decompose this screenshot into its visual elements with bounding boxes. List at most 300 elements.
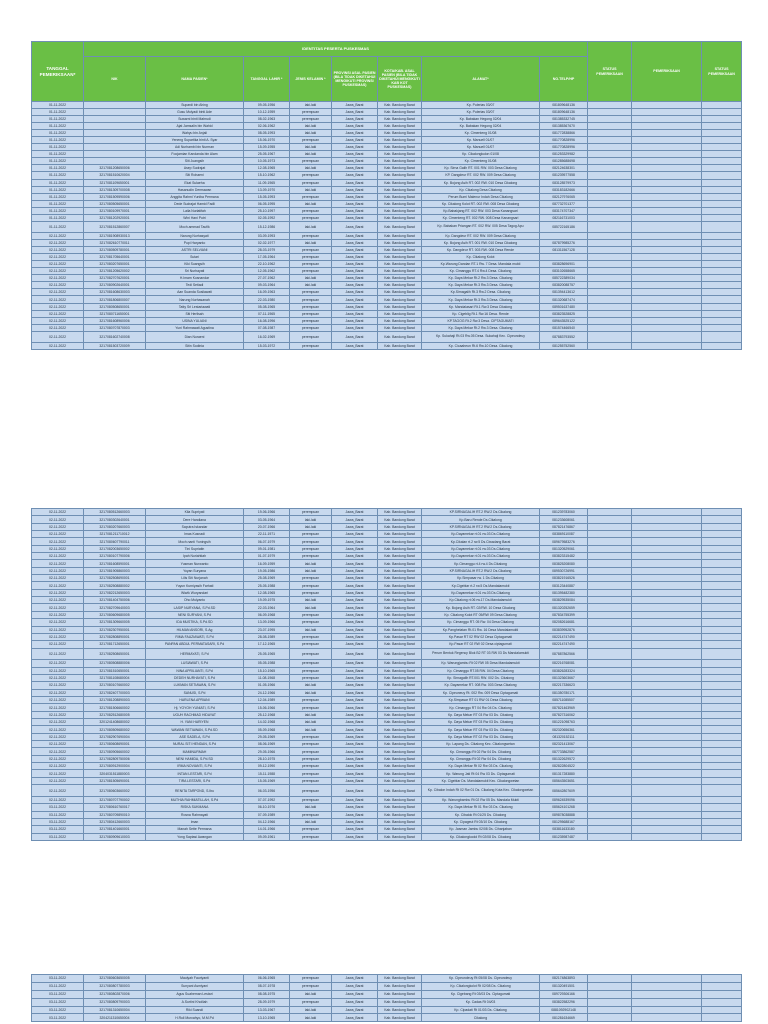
patient-table-block-2 [31, 508, 742, 841]
table-row [32, 982, 742, 990]
cell-provinsi: Jawa_Barat [332, 538, 378, 545]
cell-provinsi: Jawa_Barat [332, 726, 378, 733]
cell-kota: Kab. Bandung Barat [378, 545, 422, 552]
cell-telp: 083828696901 [540, 261, 588, 268]
cell-empty [702, 748, 742, 755]
cell-kota: Kab. Bandung Barat [378, 303, 422, 310]
cell-telp: 082216768081 [540, 660, 588, 667]
table-row [32, 575, 742, 582]
cell-tanggal: 01-11-2022 [32, 165, 84, 172]
cell-alamat: Kp. Cimenteng RT. 002 RW. 008 Desa Kanangsari [422, 214, 540, 221]
cell-empty [632, 674, 702, 681]
cell-empty [588, 151, 632, 158]
cell-tgl-lahir: 06-09-1968 [244, 611, 290, 618]
cell-empty [702, 589, 742, 596]
cell-nama: Yoyan Suryana [146, 567, 244, 574]
cell-nik: 3217081602740008 [84, 331, 146, 342]
cell-tanggal: 02-11-2022 [32, 748, 84, 755]
cell-provinsi: Jawa_Barat [332, 268, 378, 275]
cell-kota: Kab. Bandung Barat [378, 1014, 422, 1022]
cell-jenis-kelamin: perempuan [290, 233, 332, 240]
cell-telp: 085722389034 [540, 275, 588, 282]
cell-nik: 3217080509780001 [84, 247, 146, 254]
cell-provinsi: Jawa_Barat [332, 214, 378, 221]
cell-nik: 3217081310650004 [84, 1006, 146, 1014]
cell-alamat: Kp. Cikalong Kolot RT. 002 RW. 008 Desa Cikalong [422, 200, 540, 207]
cell-tgl-lahir: 28-09-1979 [244, 998, 290, 1006]
cell-telp: 083825208080 [540, 560, 588, 567]
cell-kota: Kab. Bandung Barat [378, 123, 422, 130]
cell-jenis-kelamin: perempuan [290, 704, 332, 711]
cell-kota: Kab. Bandung Barat [378, 975, 422, 983]
cell-empty [632, 516, 702, 523]
cell-empty [632, 660, 702, 667]
cell-tgl-lahir: 03-09-1993 [244, 233, 290, 240]
cell-empty [632, 811, 702, 818]
cell-alamat: Kp.Pasar RT 02 RW 02 Desa ciptagumati [422, 641, 540, 648]
cell-kota: Kab. Bandung Barat [378, 748, 422, 755]
cell-empty [702, 193, 742, 200]
cell-empty [588, 254, 632, 261]
cell-kota: Kab. Bandung Barat [378, 575, 422, 582]
cell-alamat: Perum Bentuk Regency Blok B2 RT 03 RW 03 Ds Mandalamukti [422, 648, 540, 660]
table-row [32, 811, 742, 818]
cell-nama: DEDEH NURHAYATI, S.Pd [146, 674, 244, 681]
cell-jenis-kelamin: perempuan [290, 733, 332, 740]
cell-jenis-kelamin: perempuan [290, 648, 332, 660]
cell-empty [632, 207, 702, 214]
cell-empty [632, 733, 702, 740]
cell-jenis-kelamin: perempuan [290, 207, 332, 214]
cell-alamat: KP.SIRNAGALIH RT.2 RW.2 Ds.Cikalong [422, 523, 540, 530]
cell-nama: Siti Rohaeni [146, 172, 244, 179]
cell-jenis-kelamin: perempuan [290, 317, 332, 324]
cell-nama: Manah Sette Permana [146, 826, 244, 833]
cell-jenis-kelamin: perempuan [290, 785, 332, 797]
cell-empty [702, 1006, 742, 1014]
cell-telp: 085722165186 [540, 221, 588, 232]
cell-nik: 3217082809750006 [84, 755, 146, 762]
cell-tgl-lahir: 29-05-1966 [244, 748, 290, 755]
cell-jenis-kelamin: laki-laki [290, 123, 332, 130]
cell-empty [632, 582, 702, 589]
cell-empty [632, 633, 702, 640]
cell-jenis-kelamin: laki-laki [290, 818, 332, 825]
cell-kota: Kab. Bandung Barat [378, 553, 422, 560]
cell-empty [588, 733, 632, 740]
cell-nik: 3217081705640001 [84, 254, 146, 261]
cell-empty [702, 317, 742, 324]
cell-tanggal: 02-11-2022 [32, 296, 84, 303]
cell-nama: Kiki Suangsih [146, 261, 244, 268]
cell-tgl-lahir: 15-11-1988 [244, 770, 290, 777]
cell-alamat: Kp. Dangdeur RT. 003 RW. 008 Desa Rende [422, 247, 540, 254]
cell-alamat: Kp.Cikalan rt.2 rw.5 Ds.Ciwadang Barat [422, 538, 540, 545]
cell-empty [588, 116, 632, 123]
cell-alamat: Kp. Sirna Galih RT. 001 RW. 003 Desa Cikalong [422, 165, 540, 172]
cell-empty [588, 777, 632, 784]
cell-tanggal: 02-11-2022 [32, 604, 84, 611]
cell-jenis-kelamin: laki-laki [290, 275, 332, 282]
cell-tanggal: 02-11-2022 [32, 509, 84, 516]
table-row [32, 674, 742, 681]
cell-kota: Kab. Bandung Barat [378, 221, 422, 232]
cell-empty [632, 303, 702, 310]
cell-jenis-kelamin: perempuan [290, 611, 332, 618]
cell-provinsi: Jawa_Barat [332, 733, 378, 740]
cell-nik: 3217080412660003 [84, 818, 146, 825]
cell-alamat: Kp. Daya Mekar RT 03 Rw 03 Ds. Cikalong [422, 719, 540, 726]
cell-empty [702, 682, 742, 689]
cell-empty [702, 689, 742, 696]
cell-jenis-kelamin: laki-laki [290, 719, 332, 726]
cell-provinsi: Jawa_Barat [332, 763, 378, 770]
cell-tgl-lahir: 25-12-1968 [244, 711, 290, 718]
col-header-tanggal: TANGGAL PEMERIKSAAN* [32, 42, 84, 102]
cell-nik: 3217082808890001 [84, 633, 146, 640]
cell-empty [632, 619, 702, 626]
cell-telp [540, 254, 588, 261]
table-row [32, 660, 742, 667]
cell-tgl-lahir: 11-08-1968 [244, 674, 290, 681]
table-row [32, 741, 742, 748]
cell-provinsi: Jawa_Barat [332, 818, 378, 825]
cell-nik: 3217082508690001 [84, 575, 146, 582]
cell-nik: 3217081506660002 [84, 704, 146, 711]
cell-nama: Dede Sudrajat Hamid Fadli [146, 200, 244, 207]
cell-tanggal: 02-11-2022 [32, 755, 84, 762]
cell-nik: 3217080107790006 [84, 553, 146, 560]
cell-provinsi: Jawa_Barat [332, 193, 378, 200]
col-header-telp: NO.TELP/HP [540, 57, 588, 102]
cell-empty [632, 689, 702, 696]
cell-empty [632, 137, 702, 144]
cell-tanggal: 02-11-2022 [32, 538, 84, 545]
cell-tgl-lahir: 07-07-1992 [244, 796, 290, 803]
table-row [32, 770, 742, 777]
cell-empty [632, 200, 702, 207]
cell-empty [632, 342, 702, 349]
cell-jenis-kelamin: perempuan [290, 811, 332, 818]
cell-alamat: Kp. Lapang Ds. Cikalong Kec. Cikalongwetan [422, 741, 540, 748]
cell-provinsi: Jawa_Barat [332, 741, 378, 748]
cell-alamat: Kp. Sirnagalih RT.001 RW. 002 Ds. Cikalong [422, 674, 540, 681]
cell-telp: 081395482380 [540, 589, 588, 596]
cell-tgl-lahir: 15-06-1966 [244, 704, 290, 711]
cell-provinsi: Jawa_Barat [332, 186, 378, 193]
cell-jenis-kelamin: perempuan [290, 310, 332, 317]
cell-tanggal: 02-11-2022 [32, 310, 84, 317]
cell-kota: Kab. Bandung Barat [378, 342, 422, 349]
table-row [32, 589, 742, 596]
cell-empty [702, 833, 742, 840]
cell-telp: 083839952876 [540, 626, 588, 633]
cell-tgl-lahir: 24-12-1966 [244, 689, 290, 696]
cell-telp: 081574466540 [540, 324, 588, 331]
cell-jenis-kelamin: laki-laki [290, 523, 332, 530]
cell-empty [632, 575, 702, 582]
cell-jenis-kelamin: perempuan [290, 179, 332, 186]
cell-tgl-lahir: 17-12-1965 [244, 641, 290, 648]
cell-kota: Kab. Bandung Barat [378, 826, 422, 833]
cell-jenis-kelamin: perempuan [290, 331, 332, 342]
cell-tanggal: 03-11-2022 [32, 998, 84, 1006]
cell-kota: Kab. Bandung Barat [378, 531, 422, 538]
cell-nama: Siti Herlisah [146, 310, 244, 317]
cell-alamat: Kp. Cikalong Desa Cikalong [422, 186, 540, 193]
cell-tgl-lahir: 25-08-1969 [244, 575, 290, 582]
cell-jenis-kelamin: perempuan [290, 777, 332, 784]
table-row [32, 186, 742, 193]
col-header-jenis-kelamin: JENIS KELAMIN * [290, 57, 332, 102]
cell-tanggal: 02-11-2022 [32, 689, 84, 696]
cell-kota: Kab. Bandung Barat [378, 317, 422, 324]
cell-empty [702, 233, 742, 240]
cell-provinsi: Jawa_Barat [332, 704, 378, 711]
cell-kota: Kab. Bandung Barat [378, 982, 422, 990]
table-row [32, 689, 742, 696]
cell-tanggal: 01-11-2022 [32, 130, 84, 137]
cell-empty [632, 523, 702, 530]
cell-provinsi: Jawa_Barat [332, 785, 378, 797]
cell-jenis-kelamin: perempuan [290, 982, 332, 990]
cell-empty [632, 214, 702, 221]
cell-empty [632, 130, 702, 137]
cell-kota: Kab. Bandung Barat [378, 633, 422, 640]
cell-tgl-lahir: 19-05-1986 [244, 567, 290, 574]
cell-nama: ASE SADELA, S.Pd [146, 733, 244, 740]
cell-nik: 3217081505690001 [84, 777, 146, 784]
cell-nik: 3217080505650001 [84, 200, 146, 207]
cell-tgl-lahir: 15-10-1962 [244, 172, 290, 179]
cell-empty [702, 597, 742, 604]
cell-empty [632, 763, 702, 770]
cell-alamat: Kp. Cadas Rt 04/03 [422, 998, 540, 1006]
table-row [32, 240, 742, 247]
cell-telp: 083128579973 [540, 179, 588, 186]
cell-alamat: Kp. Daya Mekar Rt 01 Rw 03 Ds. Cikalong [422, 804, 540, 811]
cell-empty [632, 741, 702, 748]
cell-alamat: Kp.Warung Dandan RT.1 Rw. 7 Desa. Mandala mukti [422, 261, 540, 268]
cell-empty [702, 109, 742, 116]
cell-empty [702, 998, 742, 1006]
cell-telp: 083811633180 [540, 826, 588, 833]
cell-telp: 089878038888 [540, 811, 588, 818]
cell-tanggal: 03-11-2022 [32, 990, 84, 998]
table-row [32, 109, 742, 116]
cell-telp: 081320252659 [540, 604, 588, 611]
cell-alamat: Kp.Sirnagalih Rt.3 Rw.2 Desa. Cikalong [422, 289, 540, 296]
cell-provinsi: Jawa_Barat [332, 648, 378, 660]
cell-empty [632, 275, 702, 282]
cell-jenis-kelamin: laki-laki [290, 804, 332, 811]
cell-kota: Kab. Bandung Barat [378, 770, 422, 777]
cell-provinsi: Jawa_Barat [332, 689, 378, 696]
cell-empty [588, 207, 632, 214]
cell-jenis-kelamin: perempuan [290, 660, 332, 667]
cell-tgl-lahir: 15-03-1972 [244, 342, 290, 349]
cell-jenis-kelamin: laki-laki [290, 516, 332, 523]
cell-empty [632, 833, 702, 840]
cell-tanggal: 01-11-2022 [32, 137, 84, 144]
cell-empty [588, 233, 632, 240]
cell-kota: Kab. Bandung Barat [378, 261, 422, 268]
cell-nik: 3217080509680002 [84, 726, 146, 733]
cell-tanggal: 02-11-2022 [32, 523, 84, 530]
cell-empty [702, 982, 742, 990]
cell-empty [632, 240, 702, 247]
cell-telp: 085643503651 [540, 777, 588, 784]
cell-telp: 083826283324 [540, 667, 588, 674]
cell-provinsi: Jawa_Barat [332, 796, 378, 803]
cell-provinsi: Jawa_Barat [332, 777, 378, 784]
cell-alamat: Kp. Cimanggu RT.05 RW. 04 Desa Cikalong [422, 667, 540, 674]
cell-nama: Laila Nurlatifah [146, 207, 244, 214]
cell-nik: 3217080912900004 [84, 763, 146, 770]
cell-nik: 3217081509590006 [84, 193, 146, 200]
table-row [32, 726, 742, 733]
cell-telp: 083821916526 [540, 575, 588, 582]
cell-nama: Anggita Rahmi Yuniba Permana [146, 193, 244, 200]
cell-empty [702, 207, 742, 214]
cell-alamat: Kp. Cipadati Rt 01/03 Ds. Cikalong [422, 1006, 540, 1014]
cell-empty [588, 275, 632, 282]
cell-tgl-lahir: 12-04-1989 [244, 697, 290, 704]
cell-kota: Kab. Bandung Barat [378, 697, 422, 704]
cell-empty [632, 331, 702, 342]
cell-nama: Ipah Nuriahtiah [146, 553, 244, 560]
cell-empty [702, 990, 742, 998]
table-row [32, 804, 742, 811]
cell-empty [632, 151, 702, 158]
cell-nama: Foojamian Kandanda bin Alam [146, 151, 244, 158]
table-row [32, 172, 742, 179]
cell-nik: 3217081109650001 [84, 179, 146, 186]
col-header-alamat: ALAMAT* [422, 57, 540, 102]
cell-empty [702, 733, 742, 740]
cell-telp: 089643525122 [540, 317, 588, 324]
cell-telp: 081385332745 [540, 116, 588, 123]
cell-provinsi: Jawa_Barat [332, 553, 378, 560]
cell-nama: IRMA NOVIANTI, S.Pd [146, 763, 244, 770]
cell-empty [632, 144, 702, 151]
cell-empty [588, 296, 632, 303]
cell-kota: Kab. Bandung Barat [378, 509, 422, 516]
col-header-provinsi: PROVINSI ASAL PASIEN (BILA TIDAK DIKETAHUI MENGIKUTI PROVINSI PUSKESMAS) [332, 57, 378, 102]
cell-tgl-lahir: 05-09-1968 [244, 726, 290, 733]
cell-tgl-lahir: 05-05-1988 [244, 660, 290, 667]
cell-kota: Kab. Bandung Barat [378, 254, 422, 261]
cell-empty [702, 165, 742, 172]
cell-jenis-kelamin: perempuan [290, 214, 332, 221]
cell-jenis-kelamin: perempuan [290, 975, 332, 983]
cell-tanggal: 02-11-2022 [32, 641, 84, 648]
cell-provinsi: Jawa_Barat [332, 633, 378, 640]
cell-telp: 081255752560 [540, 342, 588, 349]
table-row [32, 151, 742, 158]
cell-telp: 081239577558 [540, 172, 588, 179]
cell-nik: 3217080512660003 [84, 509, 146, 516]
cell-tanggal: 02-11-2022 [32, 567, 84, 574]
cell-alamat: Kp. Daya Mekar Rt 02 Rw 03 Ds. Cikalong [422, 763, 540, 770]
cell-empty [588, 611, 632, 618]
cell-kota: Kab. Bandung Barat [378, 726, 422, 733]
cell-tgl-lahir: 08-02-1963 [244, 116, 290, 123]
cell-empty [632, 567, 702, 574]
table-row [32, 796, 742, 803]
cell-empty [588, 317, 632, 324]
table-row [32, 158, 742, 165]
cell-provinsi: Jawa_Barat [332, 144, 378, 151]
cell-empty [702, 342, 742, 349]
cell-empty [702, 567, 742, 574]
cell-nik: 3217081108680004 [84, 674, 146, 681]
cell-alamat: Kp. Jasman Jambu 02/08 Ds. Cihanjaban [422, 826, 540, 833]
cell-nik: 3217082709640003 [84, 604, 146, 611]
cell-empty [632, 667, 702, 674]
cell-tgl-lahir: 08-05-1993 [244, 130, 290, 137]
cell-kota: Kab. Bandung Barat [378, 833, 422, 840]
table-row [32, 200, 742, 207]
cell-tgl-lahir: 15-05-1993 [244, 193, 290, 200]
cell-telp: 089530726991 [540, 567, 588, 574]
cell-nik [84, 144, 146, 151]
table-body [32, 509, 742, 841]
cell-empty [588, 648, 632, 660]
cell-tgl-lahir: 12-08-1965 [244, 165, 290, 172]
cell-empty [588, 763, 632, 770]
cell-tgl-lahir: 16-09-1963 [244, 289, 290, 296]
cell-alamat: Kp.Cikalong rt.06 rw.17 Ds.Mandalamukti [422, 597, 540, 604]
cell-telp: 083123440887 [540, 582, 588, 589]
cell-provinsi: Jawa_Barat [332, 342, 378, 349]
cell-alamat: Kp. Daya Mekar RT 03 Rw 03 Ds. Cikalong [422, 726, 540, 733]
cell-alamat: Kp. Sukahaji Rt.03 Rw.05 Desa. Sukahaji Kec. Cipeundeuy [422, 331, 540, 342]
cell-tanggal: 02-11-2022 [32, 611, 84, 618]
cell-empty [702, 719, 742, 726]
cell-nik: 3217080109970001 [84, 207, 146, 214]
cell-tgl-lahir: 09-01-1981 [244, 545, 290, 552]
cell-tgl-lahir: 10-12-1959 [244, 109, 290, 116]
col-header-pemeriksaan: PEMERIKSAAN [632, 42, 702, 102]
cell-tanggal: 02-11-2022 [32, 303, 84, 310]
table-row [32, 682, 742, 689]
cell-alamat: KP.TAGOG Rt.2 Rw.3 Desa. CIPTAGUMATI [422, 317, 540, 324]
cell-tanggal: 02-11-2022 [32, 667, 84, 674]
cell-empty [588, 560, 632, 567]
table-row [32, 275, 742, 282]
cell-empty [702, 247, 742, 254]
cell-tanggal: 01-11-2022 [32, 116, 84, 123]
cell-provinsi: Jawa_Barat [332, 289, 378, 296]
cell-tgl-lahir: 15-09-1955 [244, 144, 290, 151]
cell-empty [588, 268, 632, 275]
cell-alamat: Kp. Cikalongkolot Rt 02/08 Ds. Cikalong [422, 982, 540, 990]
cell-tanggal: 01-11-2022 [32, 214, 84, 221]
cell-telp: 087879985276 [540, 240, 588, 247]
cell-alamat: Kp. Bojong Asih RT. 002 RW. 010 Desa Cikalong [422, 179, 540, 186]
cell-kota: Kab. Bandung Barat [378, 282, 422, 289]
cell-tanggal: 01-11-2022 [32, 151, 84, 158]
cell-jenis-kelamin: laki-laki [290, 560, 332, 567]
cell-kota: Kab. Bandung Barat [378, 785, 422, 797]
cell-tgl-lahir: 25-05-1988 [244, 582, 290, 589]
cell-telp: 081317283880 [540, 770, 588, 777]
cell-empty [588, 303, 632, 310]
cell-empty [702, 158, 742, 165]
cell-empty [632, 777, 702, 784]
cell-nama: Oho Mulyanto [146, 597, 244, 604]
